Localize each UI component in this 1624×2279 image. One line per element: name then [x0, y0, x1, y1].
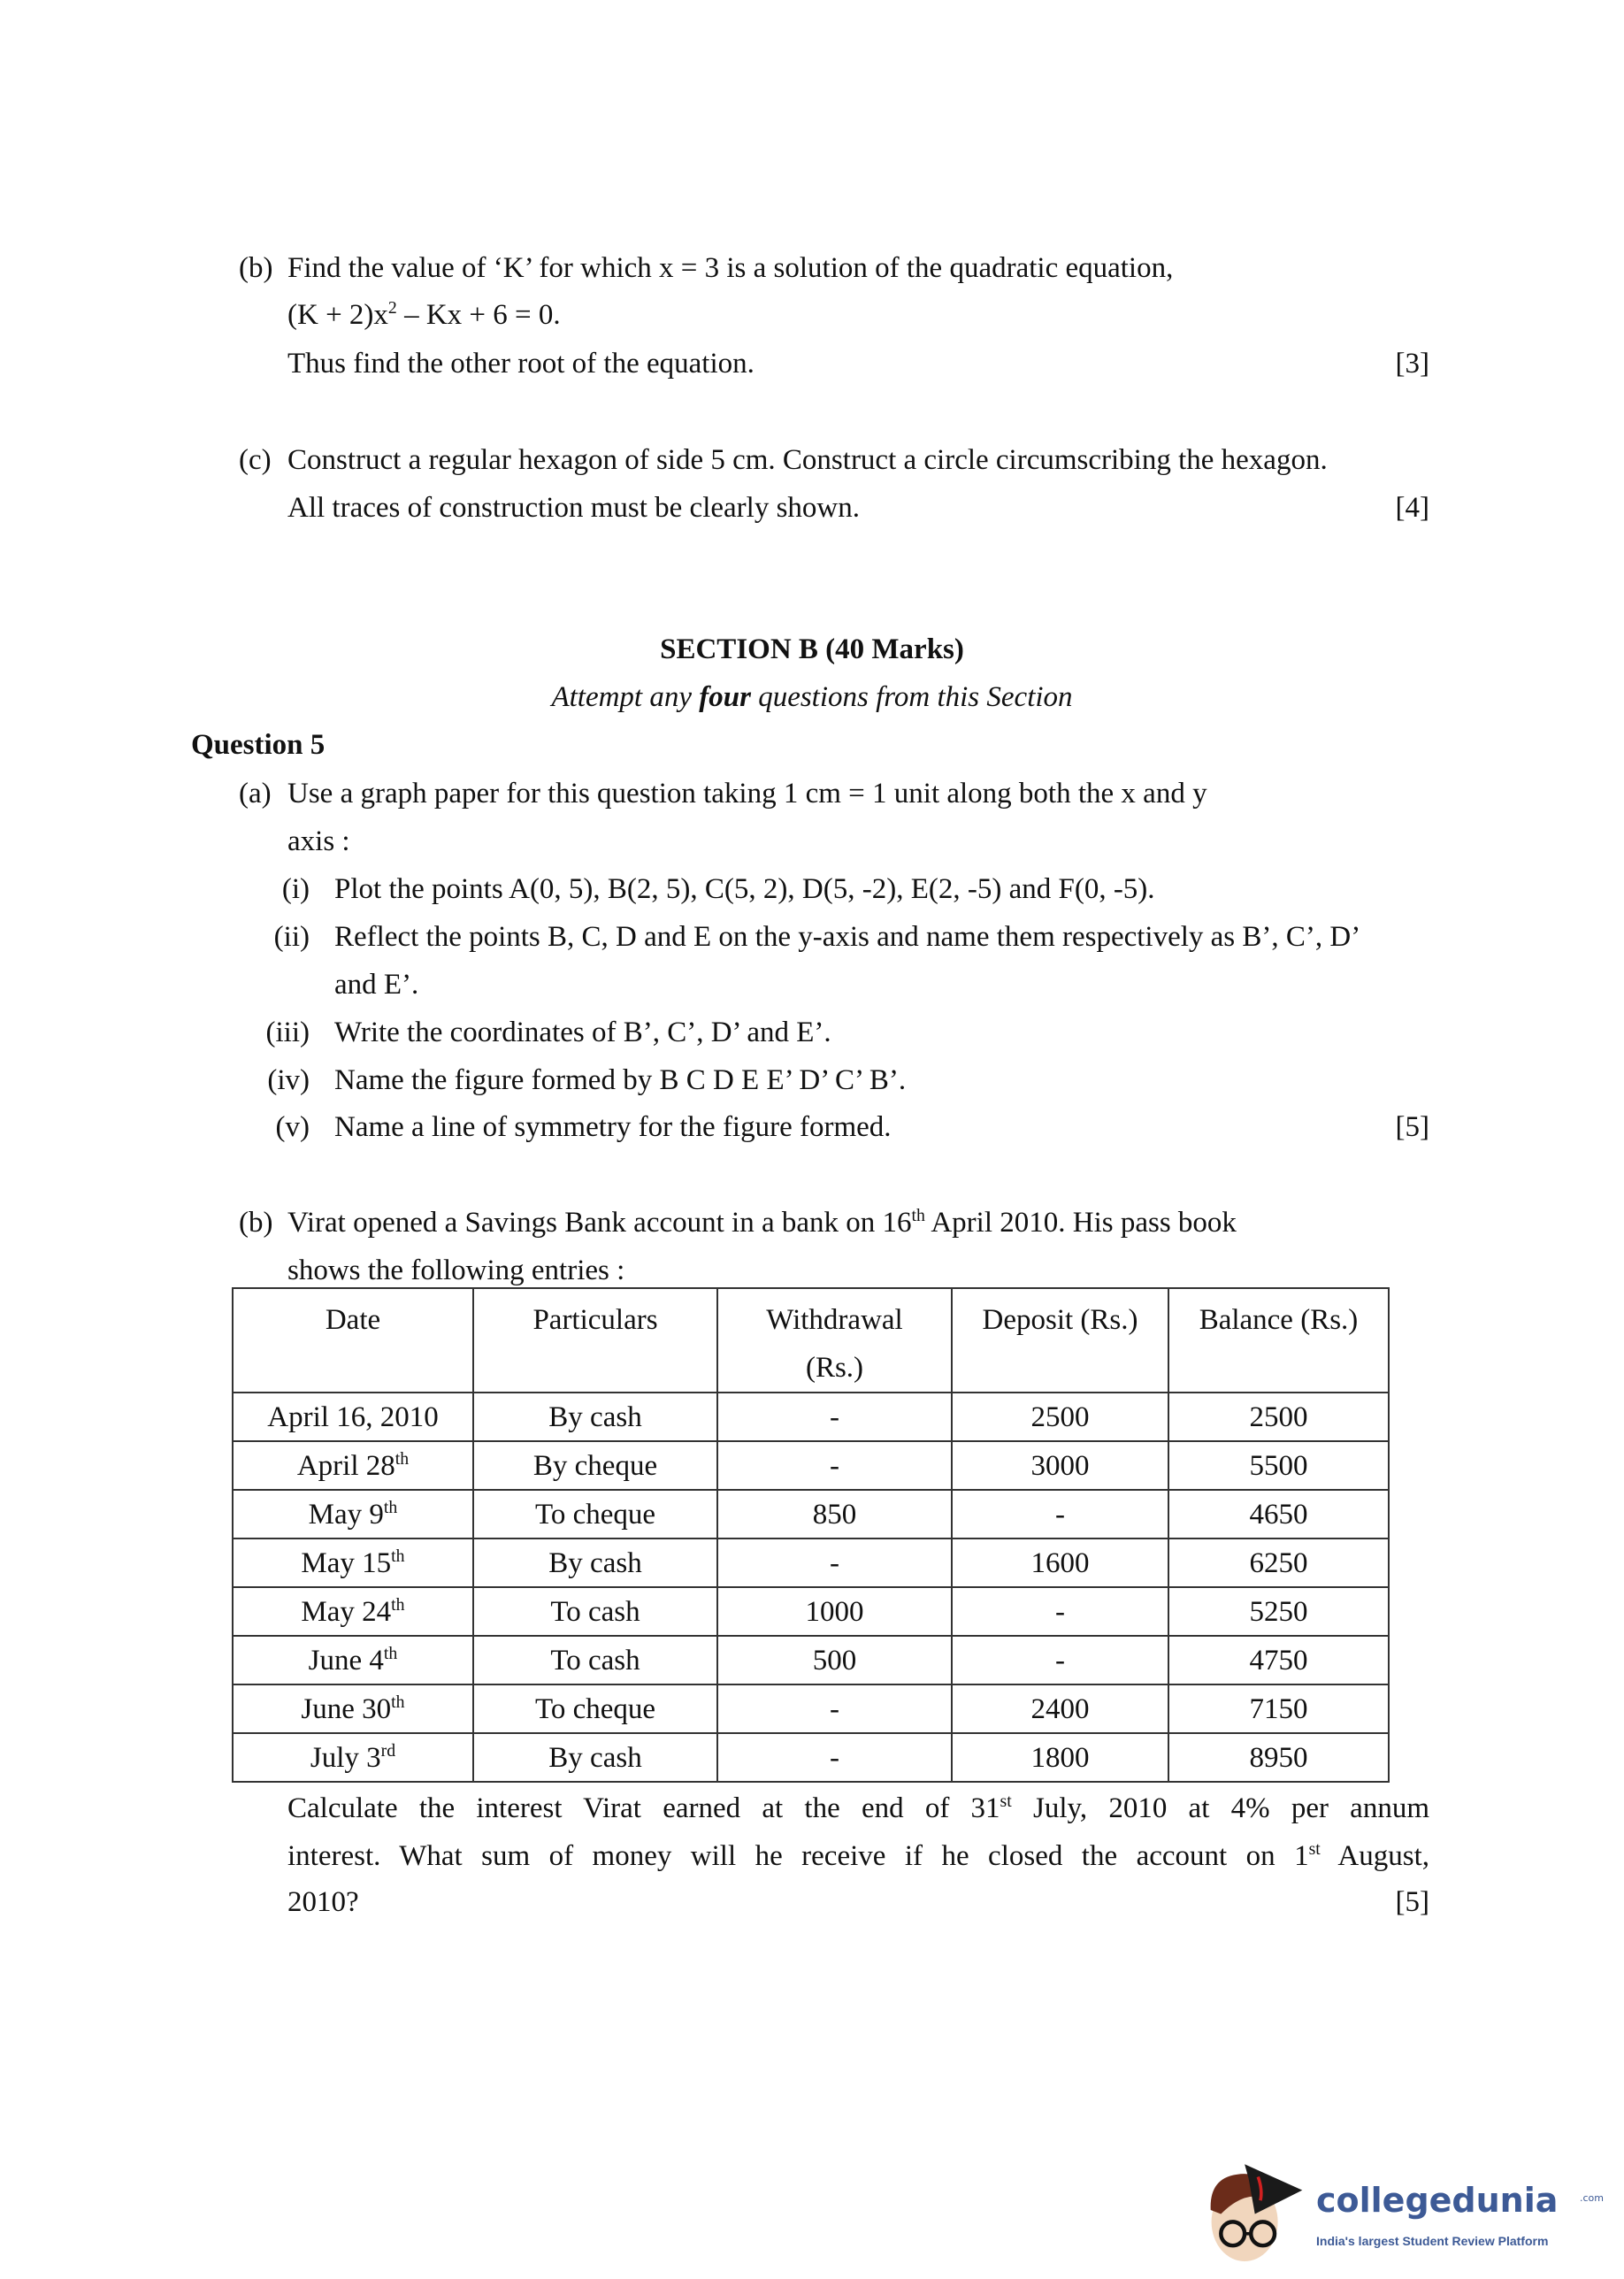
cell-balance: 8950 — [1168, 1733, 1389, 1782]
cell-date: May 15th — [233, 1539, 473, 1587]
cell-withdrawal: 500 — [717, 1636, 952, 1684]
cell-particulars: By cheque — [473, 1441, 717, 1490]
q5a-marks: [5] — [1395, 1111, 1429, 1143]
table-row — [233, 1441, 1389, 1490]
cell-withdrawal: 1000 — [717, 1587, 952, 1636]
cell-date: July 3rd — [233, 1733, 473, 1782]
section-title: SECTION B (40 Marks) — [660, 633, 964, 665]
cell-withdrawal: - — [717, 1684, 952, 1733]
table-row — [233, 1636, 1389, 1684]
q4c-marks: [4] — [1395, 492, 1429, 524]
section-instructions: Attempt any four questions from this Section — [551, 681, 1073, 713]
header-deposit: Deposit (Rs.) — [952, 1288, 1168, 1393]
logo-wordmark: collegedunia — [1316, 2181, 1559, 2220]
q4c-label: (c) — [239, 444, 272, 476]
q5a-label: (a) — [239, 778, 272, 810]
cell-particulars: To cheque — [473, 1684, 717, 1733]
logo-suffix: .com — [1580, 2192, 1604, 2204]
q5b-label: (b) — [239, 1207, 273, 1239]
cell-deposit: - — [952, 1490, 1168, 1539]
cell-withdrawal: - — [717, 1441, 952, 1490]
cell-deposit: 3000 — [952, 1441, 1168, 1490]
q5b-question-line2: interest. What sum of money will he receive if he closed the account on 1st August, — [287, 1839, 1429, 1872]
table-row — [233, 1587, 1389, 1636]
table-row — [233, 1490, 1389, 1539]
cell-deposit: 1800 — [952, 1733, 1168, 1782]
cell-date: April 28th — [233, 1441, 473, 1490]
q4c-text: Construct a regular hexagon of side 5 cm. Construct a circle circumscribing the hexagon. — [287, 444, 1328, 476]
q5b-marks: [5] — [1395, 1886, 1429, 1918]
cell-date: May 24th — [233, 1587, 473, 1636]
cell-particulars: To cash — [473, 1587, 717, 1636]
q4b-marks: [3] — [1395, 348, 1429, 380]
cell-balance: 4750 — [1168, 1636, 1389, 1684]
cell-balance: 7150 — [1168, 1684, 1389, 1733]
cell-date: June 4th — [233, 1636, 473, 1684]
equation-part: (K + 2)x — [287, 299, 388, 331]
q5b-question-line1: Calculate the interest Virat earned at the end of 31st July, 2010 at 4% per annum — [287, 1792, 1429, 1824]
cell-withdrawal: - — [717, 1393, 952, 1441]
table-row — [233, 1393, 1389, 1441]
cell-deposit: 2400 — [952, 1684, 1168, 1733]
cell-date: June 30th — [233, 1684, 473, 1733]
question-5-title: Question 5 — [191, 729, 326, 761]
table-row — [233, 1539, 1389, 1587]
header-particulars: Particulars — [473, 1288, 717, 1393]
passbook-table — [232, 1287, 1390, 1783]
cell-deposit: - — [952, 1636, 1168, 1684]
cell-deposit: - — [952, 1587, 1168, 1636]
cell-balance: 5250 — [1168, 1587, 1389, 1636]
cell-date: April 16, 2010 — [233, 1393, 473, 1441]
cell-particulars: To cheque — [473, 1490, 717, 1539]
header-date: Date — [233, 1288, 473, 1393]
cell-deposit: 2500 — [952, 1393, 1168, 1441]
student-mascot-icon — [1201, 2148, 1312, 2272]
cell-balance: 2500 — [1168, 1393, 1389, 1441]
q4b-text: Thus find the other root of the equation. — [287, 348, 755, 380]
cell-balance: 4650 — [1168, 1490, 1389, 1539]
cell-balance: 5500 — [1168, 1441, 1389, 1490]
q4b-text: Find the value of ‘K’ for which x = 3 is a solution of the quadratic equation, — [287, 252, 1174, 284]
collegedunia-logo — [1201, 2148, 1617, 2272]
table-row — [233, 1684, 1389, 1733]
header-withdrawal: Withdrawal (Rs.) — [717, 1288, 952, 1393]
exponent: 2 — [387, 298, 397, 318]
q4b-label: (b) — [239, 252, 273, 284]
q4c-text: All traces of construction must be clearly shown. — [287, 492, 860, 524]
cell-deposit: 1600 — [952, 1539, 1168, 1587]
cell-particulars: By cash — [473, 1539, 717, 1587]
cell-particulars: By cash — [473, 1733, 717, 1782]
cell-withdrawal: 850 — [717, 1490, 952, 1539]
cell-withdrawal: - — [717, 1539, 952, 1587]
cell-particulars: To cash — [473, 1636, 717, 1684]
cell-balance: 6250 — [1168, 1539, 1389, 1587]
logo-tagline: India's largest Student Review Platform — [1316, 2234, 1549, 2248]
table-row — [233, 1733, 1389, 1782]
cell-date: May 9th — [233, 1490, 473, 1539]
equation-part: – Kx + 6 = 0. — [396, 299, 561, 331]
cell-withdrawal: - — [717, 1733, 952, 1782]
cell-particulars: By cash — [473, 1393, 717, 1441]
table-header-row — [233, 1288, 1389, 1393]
header-balance: Balance (Rs.) — [1168, 1288, 1389, 1393]
